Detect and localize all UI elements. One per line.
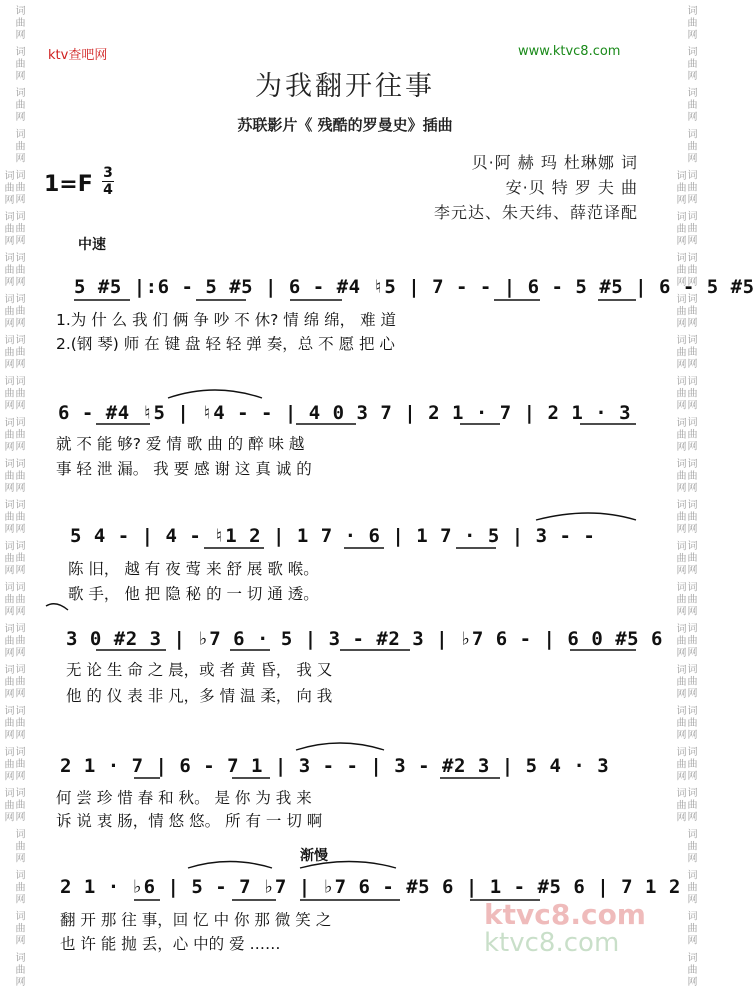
credit-translators: 李元达、朱天纬、薛范译配 (433, 203, 638, 222)
lyrics-verse2-line-5: 诉 说 衷 肠，情 悠 悠。 所 有 一 切 啊 (56, 812, 323, 830)
lyrics-verse1-line-2: 就 不 能 够? 爱 情 歌 曲 的 醉 味 越 (56, 435, 305, 453)
lyrics-verse2-line-6: 也 许 能 抛 丢，心 中的 爱 …… (60, 935, 281, 953)
lyrics-verse1-line-4: 无 论 生 命 之 晨，或 者 黄 昏， 我 又 (66, 661, 333, 679)
time-bottom: 4 (103, 182, 113, 198)
lyrics-verse2-line-1: 2.(钢 琴) 师 在 键 盘 轻 轻 弹 奏，总 不 愿 把 心 (56, 335, 395, 353)
credit-lyricist: 贝·阿 赫 玛 杜琳娜 词 (471, 153, 638, 172)
notation-line-5: 2 1 · 7 | 6 - 7 1 | 3 - - | 3 - #2 3 | 5 4 · 3 (60, 755, 610, 777)
key-signature: 1=F (44, 172, 93, 197)
side-text: 词曲网 词曲网 词曲网 词曲网 词曲网 词曲网 词曲网 词曲网 词曲网 词曲网 词曲网 词曲网 词曲网 词曲网 词曲网 词曲网 词曲网 词曲网 词曲网 词曲网 词曲网 词曲网 词曲网 词曲网 词曲网 词曲网 词曲网 词曲网 词曲网 词曲网 词曲网 词曲网 词曲网 词曲网 词曲网 词曲网 词曲网 词曲网 词曲网 词曲网 (674, 5, 696, 989)
lyrics-verse2-line-2: 事 轻 泄 漏。 我 要 感 谢 这 真 诚 的 (56, 460, 312, 478)
tempo-change-marking: 渐慢 (300, 848, 328, 864)
lyrics-verse2-line-4: 他 的 仪 表 非 凡，多 情 温 柔， 向 我 (66, 687, 333, 705)
watermark-logo: ktvc8.com (484, 898, 646, 931)
side-text: 词曲网 词曲网 词曲网 词曲网 词曲网 词曲网 词曲网 词曲网 词曲网 词曲网 词曲网 词曲网 词曲网 词曲网 词曲网 词曲网 词曲网 词曲网 词曲网 词曲网 词曲网 词曲网 词曲网 词曲网 词曲网 词曲网 词曲网 词曲网 词曲网 词曲网 词曲网 词曲网 词曲网 词曲网 词曲网 词曲网 词曲网 词曲网 词曲网 词曲网 (2, 5, 24, 989)
notation-line-3: 5 4 - | 4 - ♮1 2 | 1 7 · 6 | 1 7 · 5 | 3 - - (70, 525, 596, 547)
notation-line-4: 3 0 #2 3 | ♭7 6 · 5 | 3 - #2 3 | ♭7 6 - | 6 0 #5 6 (66, 628, 663, 650)
credit-composer: 安·贝 特 罗 夫 曲 (505, 178, 638, 197)
tempo-marking: 中速 (78, 237, 106, 253)
lyrics-verse1-line-5: 何 尝 珍 惜 春 和 秋。 是 你 为 我 来 (56, 789, 312, 807)
song-title: 为我翻开往事 (255, 71, 435, 102)
lyrics-verse1-line-3: 陈 旧， 越 有 夜 莺 来 舒 展 歌 喉。 (68, 560, 319, 578)
time-top: 3 (103, 165, 113, 181)
lyrics-verse1-line-1: 1.为 什 么 我 们 俩 争 吵 不 休? 情 绵 绵， 难 道 (56, 311, 396, 329)
site-url-right[interactable]: www.ktvc8.com (518, 44, 621, 59)
notation-line-2: 6 - #4 ♮5 | ♮4 - - | 4 0 3 7 | 2 1 · 7 | 2 1 · 3 (58, 402, 632, 424)
lyrics-verse1-line-6: 翻 开 那 往 事，回 忆 中 你 那 微 笑 之 (60, 911, 332, 929)
notation-line-6: 2 1 · ♭6 | 5 - 7 ♭7 | ♭7 6 - #5 6 | 1 - #5 6 | 7 1 2 (60, 876, 681, 898)
notation-line-1: 5 #5 |:6 - 5 #5 | 6 - #4 ♮5 | 7 - - | 6 - 5 #5 | 6 - 5 #5 (74, 276, 755, 298)
lyrics-verse2-line-3: 歌 手， 他 把 隐 秘 的 一 切 通 透。 (68, 585, 319, 603)
site-name-left[interactable]: ktv查吧网 (48, 48, 108, 63)
watermark-logo-secondary: ktvc8.com (484, 928, 620, 958)
song-subtitle: 苏联影片《 残酷的罗曼史》插曲 (237, 116, 453, 134)
